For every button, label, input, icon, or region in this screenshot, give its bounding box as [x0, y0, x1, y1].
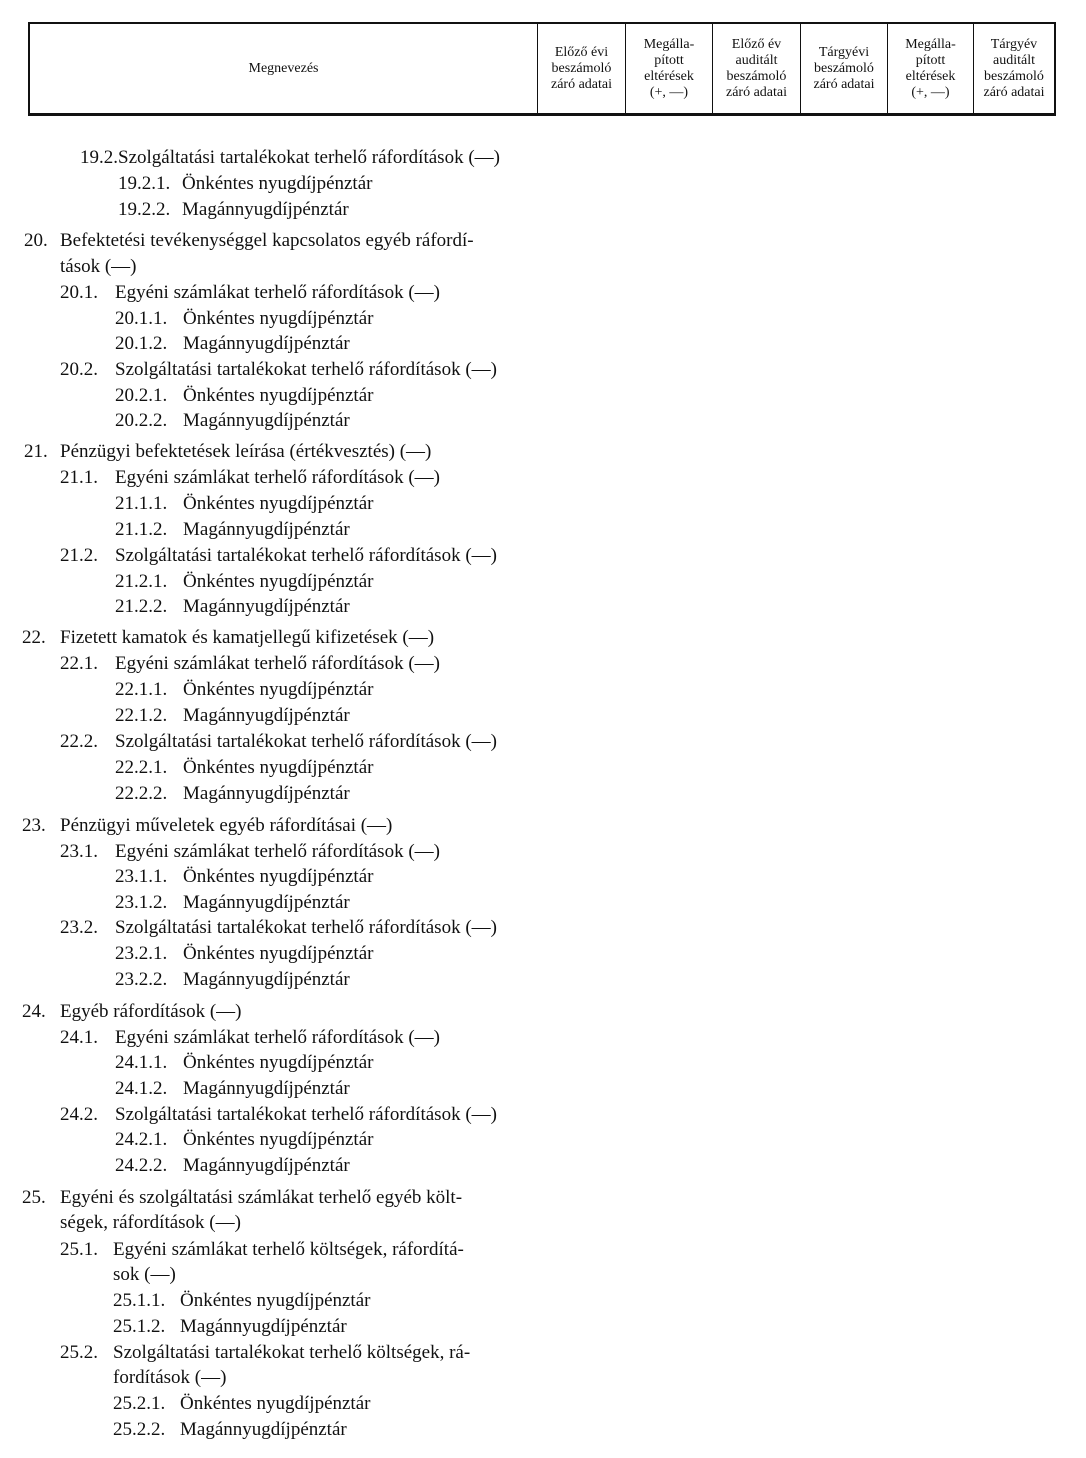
- line-item-text: Magánnyugdíjpénztár: [183, 333, 350, 354]
- line-item-number: 24.: [22, 1001, 46, 1022]
- line-item-text: Egyéni számlákat terhelő ráfordítások (—): [115, 1027, 440, 1048]
- line-item-text: Önkéntes nyugdíjpénztár: [182, 173, 373, 194]
- line-item-text: tások (—): [60, 256, 137, 277]
- line-item-number: 25.1.: [60, 1239, 98, 1260]
- line-item-text: Egyéni számlákat terhelő ráfordítások (—): [115, 841, 440, 862]
- line-item-number: 24.1.2.: [115, 1078, 168, 1099]
- line-item-number: 21.1.: [60, 467, 98, 488]
- line-item-number: 21.2.1.: [115, 571, 168, 592]
- line-item-number: 20.1.: [60, 282, 98, 303]
- line-item-text: Önkéntes nyugdíjpénztár: [183, 385, 374, 406]
- line-item-text: Egyéni számlákat terhelő ráfordítások (—): [115, 467, 440, 488]
- line-item-number: 23.1.2.: [115, 892, 168, 913]
- line-item-number: 23.1.1.: [115, 866, 168, 887]
- line-item-number: 22.1.1.: [115, 679, 168, 700]
- line-item-number: 21.2.: [60, 545, 98, 566]
- line-item-text: Magánnyugdíjpénztár: [183, 705, 350, 726]
- line-item-text: Önkéntes nyugdíjpénztár: [183, 571, 374, 592]
- header-col-cur-diff: Megálla- pított eltérések (+, —): [887, 24, 973, 113]
- line-item-text: Magánnyugdíjpénztár: [180, 1419, 347, 1440]
- line-item-number: 25.2.: [60, 1342, 98, 1363]
- line-item-number: 22.2.1.: [115, 757, 168, 778]
- line-item-number: 19.2.: [80, 147, 118, 168]
- line-item-text: Magánnyugdíjpénztár: [183, 1078, 350, 1099]
- line-item-text: Önkéntes nyugdíjpénztár: [180, 1393, 371, 1414]
- line-item-text: Magánnyugdíjpénztár: [183, 783, 350, 804]
- line-item-text: Önkéntes nyugdíjpénztár: [183, 866, 374, 887]
- line-item-text: Önkéntes nyugdíjpénztár: [183, 679, 374, 700]
- line-item-number: 23.2.1.: [115, 943, 168, 964]
- line-item-text: Egyéb ráfordítások (—): [60, 1001, 242, 1022]
- line-item-text: Magánnyugdíjpénztár: [180, 1316, 347, 1337]
- line-item-text: Szolgáltatási tartalékokat terhelő ráfordítások (—): [118, 147, 500, 168]
- line-item-text: Egyéni számlákat terhelő költségek, ráfordítá-: [113, 1239, 464, 1260]
- line-item-text: Szolgáltatási tartalékokat terhelő ráfordítások (—): [115, 731, 497, 752]
- line-item-text: Egyéni számlákat terhelő ráfordítások (—): [115, 653, 440, 674]
- line-item-number: 20.2.1.: [115, 385, 168, 406]
- line-item-text: Szolgáltatási tartalékokat terhelő ráfordítások (—): [115, 545, 497, 566]
- header-col-cur-report: Tárgyévi beszámoló záró adatai: [800, 24, 887, 113]
- line-item-number: 24.2.1.: [115, 1129, 168, 1150]
- line-item-text: Magánnyugdíjpénztár: [183, 892, 350, 913]
- line-item-number: 19.2.1.: [118, 173, 171, 194]
- header-name-column: Megnevezés: [248, 60, 319, 76]
- line-item-number: 20.: [24, 230, 48, 251]
- line-item-number: 20.1.2.: [115, 333, 168, 354]
- line-item-number: 20.1.1.: [115, 308, 168, 329]
- line-item-text: Önkéntes nyugdíjpénztár: [183, 308, 374, 329]
- line-item-number: 21.1.1.: [115, 493, 168, 514]
- line-item-text: Önkéntes nyugdíjpénztár: [183, 1129, 374, 1150]
- line-item-number: 25.: [22, 1187, 46, 1208]
- line-item-number: 25.1.2.: [113, 1316, 166, 1337]
- line-item-text: fordítások (—): [113, 1367, 227, 1388]
- header-col-prev-diff: Megálla- pított eltérések (+, —): [625, 24, 712, 113]
- table-header: [28, 22, 1056, 116]
- line-item-text: Egyéni és szolgáltatási számlákat terhelő egyéb költ-: [60, 1187, 463, 1208]
- line-item-text: Szolgáltatási tartalékokat terhelő ráfordítások (—): [115, 1104, 497, 1125]
- line-item-number: 24.1.1.: [115, 1052, 168, 1073]
- line-item-text: Szolgáltatási tartalékokat terhelő költségek, rá-: [113, 1342, 471, 1363]
- header-col-cur-audited: Tárgyév auditált beszámoló záró adatai: [973, 24, 1054, 113]
- line-item-number: 21.2.2.: [115, 596, 168, 617]
- line-item-number: 21.: [24, 441, 48, 462]
- line-item-number: 21.1.2.: [115, 519, 168, 540]
- line-item-number: 19.2.2.: [118, 199, 171, 220]
- line-item-text: Önkéntes nyugdíjpénztár: [180, 1290, 371, 1311]
- line-item-text: Befektetési tevékenységgel kapcsolatos egyéb ráfordí-: [60, 230, 474, 251]
- line-item-number: 22.1.2.: [115, 705, 168, 726]
- line-item-number: 25.1.1.: [113, 1290, 166, 1311]
- line-item-text: Magánnyugdíjpénztár: [183, 596, 350, 617]
- line-item-number: 23.2.2.: [115, 969, 168, 990]
- line-item-text: Önkéntes nyugdíjpénztár: [183, 493, 374, 514]
- line-item-text: Fizetett kamatok és kamatjellegű kifizetések (—): [60, 627, 435, 648]
- line-item-number: 24.2.: [60, 1104, 98, 1125]
- line-item-text: Önkéntes nyugdíjpénztár: [183, 757, 374, 778]
- line-item-text: Önkéntes nyugdíjpénztár: [183, 943, 374, 964]
- line-item-number: 25.2.2.: [113, 1419, 166, 1440]
- line-item-number: 24.1.: [60, 1027, 98, 1048]
- line-item-text: Pénzügyi műveletek egyéb ráfordításai (—): [60, 815, 393, 836]
- line-item-text: Magánnyugdíjpénztár: [183, 519, 350, 540]
- line-item-number: 22.: [22, 627, 46, 648]
- line-item-number: 20.2.: [60, 359, 98, 380]
- line-item-text: Magánnyugdíjpénztár: [182, 199, 349, 220]
- header-col-prev-report: Előző évi beszámoló záró adatai: [537, 24, 625, 113]
- line-item-text: sok (—): [113, 1264, 176, 1285]
- line-item-number: 22.2.: [60, 731, 98, 752]
- line-item-number: 20.2.2.: [115, 410, 168, 431]
- line-item-text: Szolgáltatási tartalékokat terhelő ráfordítások (—): [115, 917, 497, 938]
- line-item-text: Szolgáltatási tartalékokat terhelő ráfordítások (—): [115, 359, 497, 380]
- line-item-number: 22.1.: [60, 653, 98, 674]
- line-item-text: Magánnyugdíjpénztár: [183, 1155, 350, 1176]
- line-item-text: Magánnyugdíjpénztár: [183, 410, 350, 431]
- line-item-text: Egyéni számlákat terhelő ráfordítások (—): [115, 282, 440, 303]
- line-item-number: 22.2.2.: [115, 783, 168, 804]
- line-item-number: 23.2.: [60, 917, 98, 938]
- header-col-prev-audited: Előző év auditált beszámoló záró adatai: [712, 24, 800, 113]
- line-item-text: Önkéntes nyugdíjpénztár: [183, 1052, 374, 1073]
- line-item-number: 23.1.: [60, 841, 98, 862]
- line-item-text: Pénzügyi befektetések leírása (értékvesztés) (—): [60, 441, 432, 462]
- line-item-text: ségek, ráfordítások (—): [60, 1212, 241, 1233]
- line-item-text: Magánnyugdíjpénztár: [183, 969, 350, 990]
- line-item-number: 24.2.2.: [115, 1155, 168, 1176]
- line-item-number: 23.: [22, 815, 46, 836]
- line-item-number: 25.2.1.: [113, 1393, 166, 1414]
